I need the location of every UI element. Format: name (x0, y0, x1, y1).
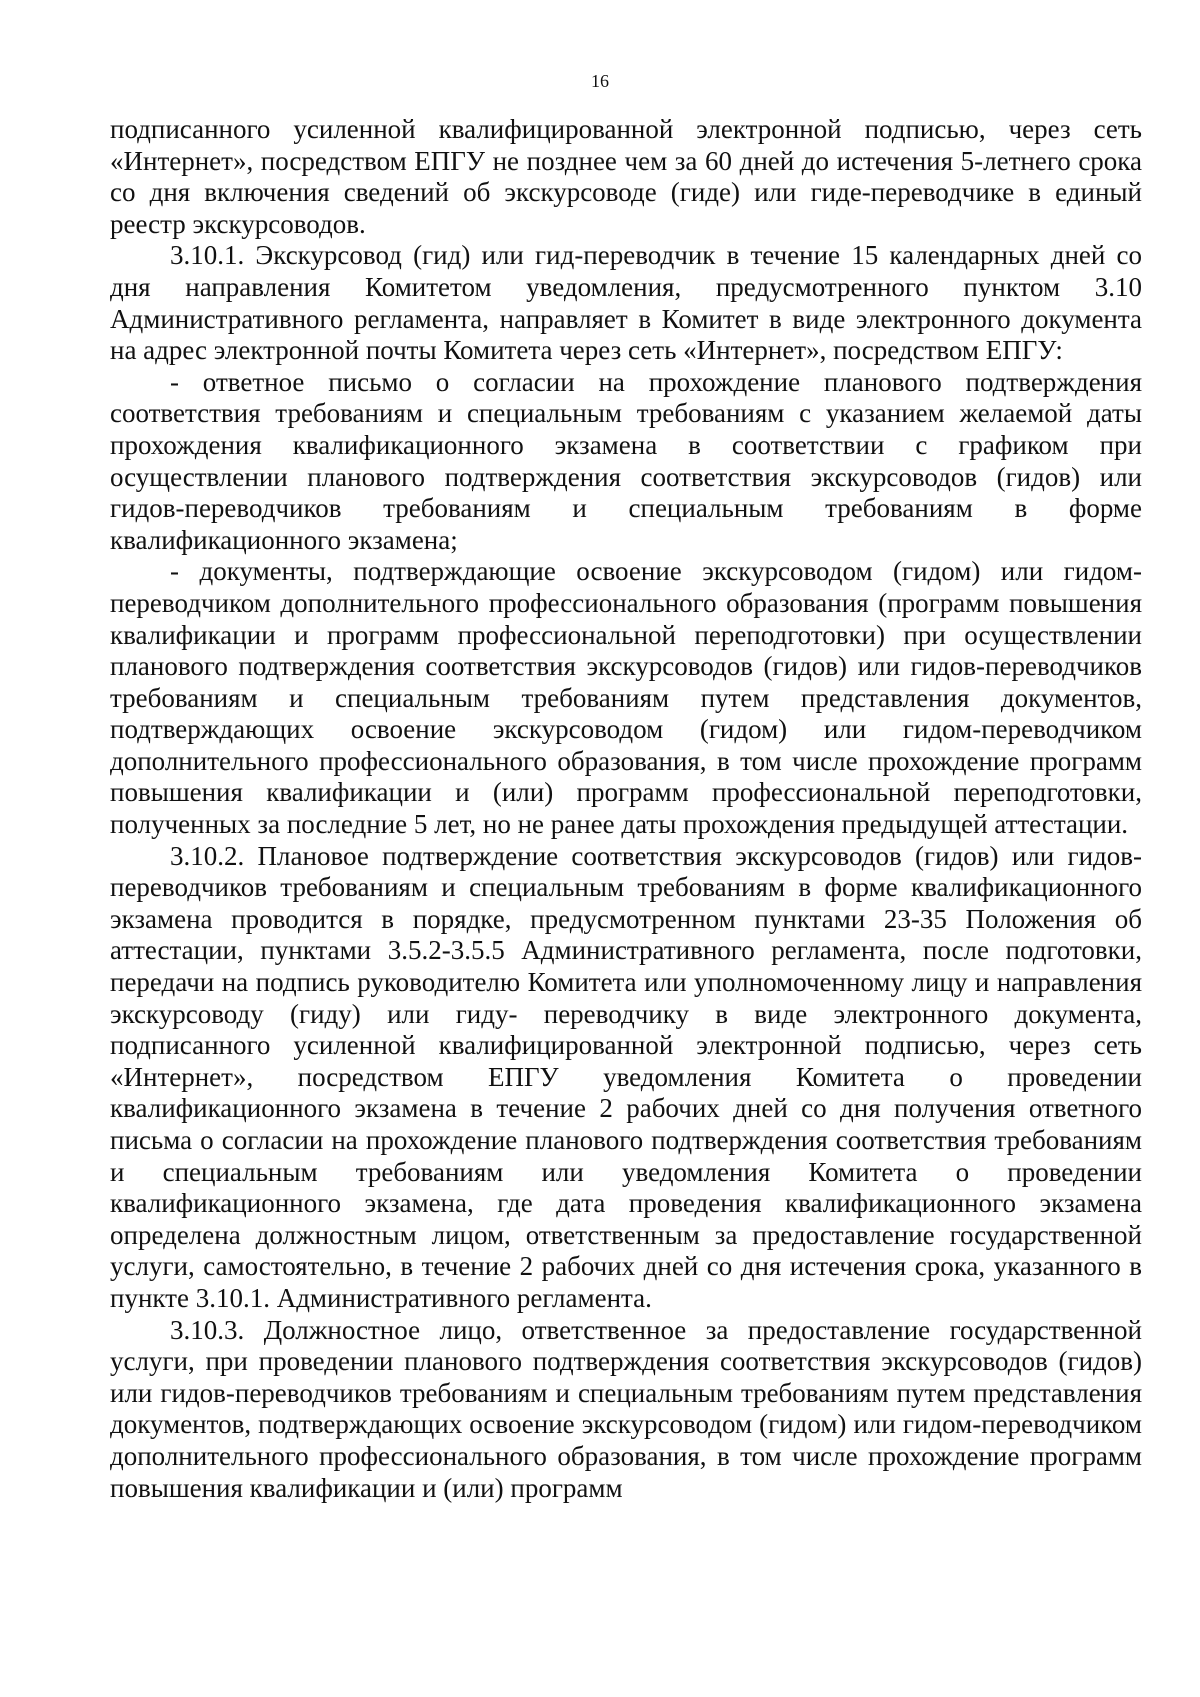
page-number: 16 (591, 71, 609, 91)
document-body (110, 114, 1142, 1504)
paragraph-3-10-1: 3.10.1. Экскурсовод (гид) или гид-переводчик в течение 15 календарных дней со дня направления Комитетом уведомления, предусмотренного пунктом 3.10 Административного регламента, направляет в Комитет в виде электронного документа на адрес электронной почты Комитета через сеть «Интернет», посредством ЕПГУ: (110, 240, 1142, 366)
paragraph-continuation: подписанного усиленной квалифицированной электронной подписью, через сеть «Интернет», посредством ЕПГУ не позднее чем за 60 дней до истечения 5-летнего срока со дня включения сведений об экскурсоводе (гиде) или гиде-переводчике в единый реестр экскурсоводов. (110, 114, 1142, 239)
list-item-response-letter: - ответное письмо о согласии на прохождение планового подтверждения соответствия требованиям и специальным требованиям с указанием желаемой даты прохождения квалификационного экзамена в соответствии с графиком при осуществлении планового подтверждения соответствия экскурсоводов (гидов) или гидов-переводчиков требованиям и специальным требованиям в форме квалификационного экзамена; (110, 366, 1142, 555)
paragraph-3-10-3: 3.10.3. Должностное лицо, ответственное за предоставление государственной услуги, при проведении планового подтверждения соответствия экскурсоводов (гидов) или гидов-переводчиков требованиям и специальным требованиям путем представления документов, подтверждающих освоение экскурсоводом (гидом) или гидом-переводчиком дополнительного профессионального образования, в том числе прохождение программ повышения квалификации и (или) программ (110, 1314, 1142, 1503)
paragraph-3-10-2: 3.10.2. Плановое подтверждение соответствия экскурсоводов (гидов) или гидов-переводчиков требованиям и специальным требованиям в форме квалификационного экзамена проводится в порядке, предусмотренном пунктами 23-35 Положения об аттестации, пунктами 3.5.2-3.5.5 Административного регламента, после подготовки, передачи на подпись руководителю Комитета или уполномоченному лицу и направления экскурсоводу (гиду) или гиду- переводчику в виде электронного документа, подписанного усиленной квалифицированной электронной подписью, через сеть «Интернет», посредством ЕПГУ уведомления Комитета о проведении квалификационного экзамена в течение 2 рабочих дней со дня получения ответного письма о согласии на прохождение планового подтверждения соответствия требованиям и специальным требованиям или уведомления Комитета о проведении квалификационного экзамена, где дата проведения квалификационного экзамена определена должностным лицом, ответственным за предоставление государственной услуги, самостоятельно, в течение 2 рабочих дней со дня истечения срока, указанного в пункте 3.10.1. Административного регламента. (110, 840, 1142, 1313)
list-item-documents: - документы, подтверждающие освоение экскурсоводом (гидом) или гидом-переводчиком дополнительного профессионального образования (программ повышения квалификации и программ профессиональной переподготовки) при осуществлении планового подтверждения соответствия экскурсоводов (гидов) или гидов-переводчиков требованиям и специальным требованиям путем представления документов, подтверждающих освоение экскурсоводом (гидом) или гидом-переводчиком дополнительного профессионального образования, в том числе прохождение программ повышения квалификации и (или) программ профессиональной переподготовки, полученных за последние 5 лет, но не ранее даты прохождения предыдущей аттестации. (110, 556, 1142, 840)
